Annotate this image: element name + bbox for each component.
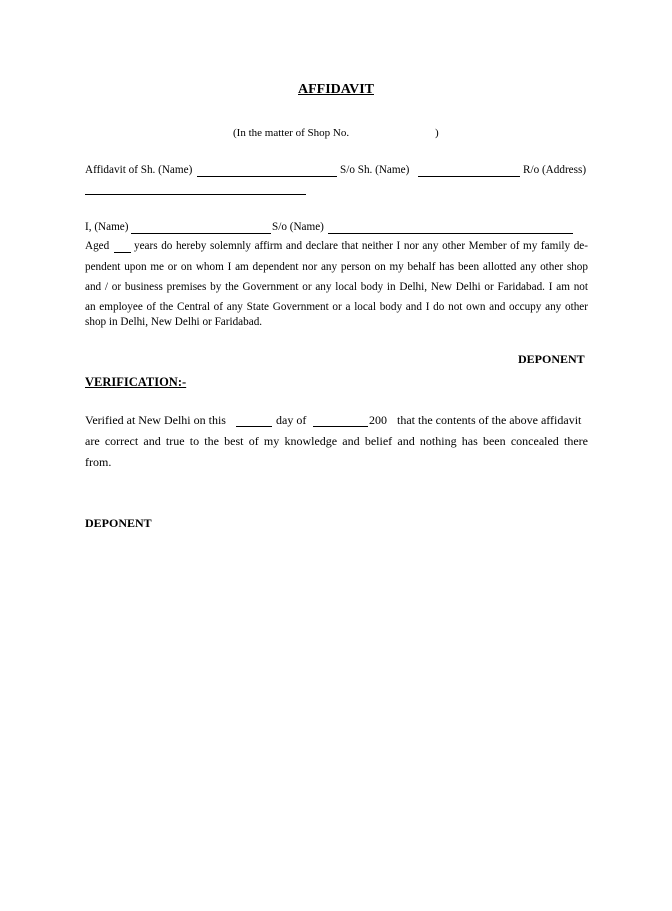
month-blank	[313, 426, 368, 427]
document-title: AFFIDAVIT	[298, 82, 374, 97]
verification-part-1: Verified at New Delhi on this	[85, 413, 226, 427]
body-line-1: years do hereby solemnly affirm and declare that neither I nor any other Member of my family de-	[134, 240, 588, 252]
deponent-signature-1: DEPONENT	[518, 352, 585, 366]
verification-heading: VERIFICATION:-	[85, 375, 187, 389]
name-blank	[197, 176, 337, 177]
son-of-label: S/o Sh. (Name)	[340, 164, 410, 176]
body-line-4: an employee of the Central of any State Government or a local body and I do not own and occupy any other	[85, 301, 588, 313]
day-blank	[236, 426, 272, 427]
verification-part-4: that the contents of the above affidavit	[397, 413, 582, 427]
father-name-blank	[418, 176, 520, 177]
age-blank	[114, 252, 131, 253]
shop-matter-suffix: )	[435, 127, 439, 139]
verification-part-2: day of	[276, 413, 307, 427]
declarant-label: I, (Name)	[85, 221, 129, 233]
verification-line-3: from.	[85, 455, 112, 469]
aged-label: Aged	[85, 240, 110, 252]
verification-year: 200	[369, 413, 387, 427]
resident-of-label: R/o (Address)	[523, 164, 587, 176]
address-blank	[85, 194, 306, 195]
shop-matter-prefix: (In the matter of Shop No.	[233, 127, 350, 139]
body-line-5: shop in Delhi, New Delhi or Faridabad.	[85, 316, 263, 328]
deponent-signature-2: DEPONENT	[85, 516, 152, 530]
body-line-2: pendent upon me or on whom I am dependent nor any person on my behalf has been allotted any other shop	[85, 261, 588, 273]
body-line-3: and / or business premises by the Government or any local body in Delhi, New Delhi or Faridabad. I am not	[85, 281, 588, 293]
declarant-father-blank	[328, 233, 573, 234]
affidavit-of-label: Affidavit of Sh. (Name)	[85, 164, 193, 176]
declarant-name-blank	[131, 233, 271, 234]
verification-line-2: are correct and true to the best of my knowledge and belief and nothing has been concealed there	[85, 434, 588, 448]
declarant-son-of-label: S/o (Name)	[272, 221, 324, 233]
